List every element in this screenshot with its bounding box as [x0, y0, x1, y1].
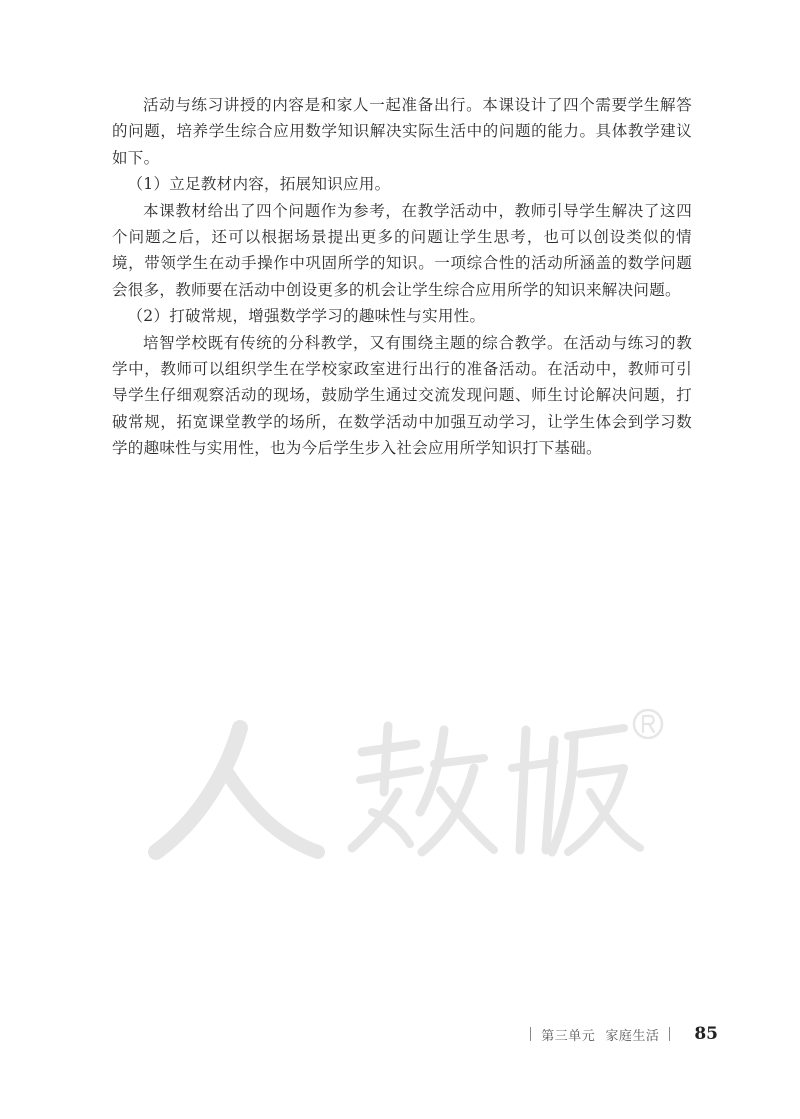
- paragraph-intro: 活动与练习讲授的内容是和家人一起准备出行。本课设计了四个需要学生解答的问题，培养学生综合应用数学知识解决实际生活中的问题的能力。具体教学建议如下。: [112, 96, 692, 167]
- publisher-watermark-logo: [148, 700, 668, 870]
- paragraph-2: 培智学校既有传统的分科教学，又有围绕主题的综合教学。在活动与练习的教学中，教师可以组织学生在学校家政室进行出行的准备活动。在活动中，教师可引导学生仔细观察活动的现场，鼓励学生通过交流发现问题、师生讨论解决问题，打破常规，拓宽课堂教学的场所，在数学活动中加强互动学习，让学生体会到学习数学的趣味性与实用性，也为今后学生步入社会应用所学知识打下基础。: [112, 333, 692, 458]
- paragraph-1: 本课教材给出了四个问题作为参考，在教学活动中，教师引导学生解决了这四个问题之后，还可以根据场景提出更多的问题让学生思考，也可以创设类似的情境，带领学生在动手操作中巩固所学的知识。一项综合性的活动所涵盖的数学问题会很多，教师要在活动中创设更多的机会让学生综合应用所学的知识来解决问题。: [112, 201, 692, 299]
- footer-divider-right: [669, 1027, 670, 1041]
- footer-divider-left: [530, 1027, 531, 1041]
- list-item-2: （2）打破常规，增强数学学习的趣味性与实用性。: [127, 307, 486, 326]
- page-number: 85: [694, 1024, 718, 1044]
- list-item-1: （1）立足教材内容，拓展知识应用。: [127, 175, 391, 194]
- footer-unit: 第三单元: [541, 1028, 596, 1044]
- body-text: [112, 92, 692, 462]
- page-footer: [520, 1024, 718, 1044]
- footer-section: 家庭生活: [605, 1028, 660, 1044]
